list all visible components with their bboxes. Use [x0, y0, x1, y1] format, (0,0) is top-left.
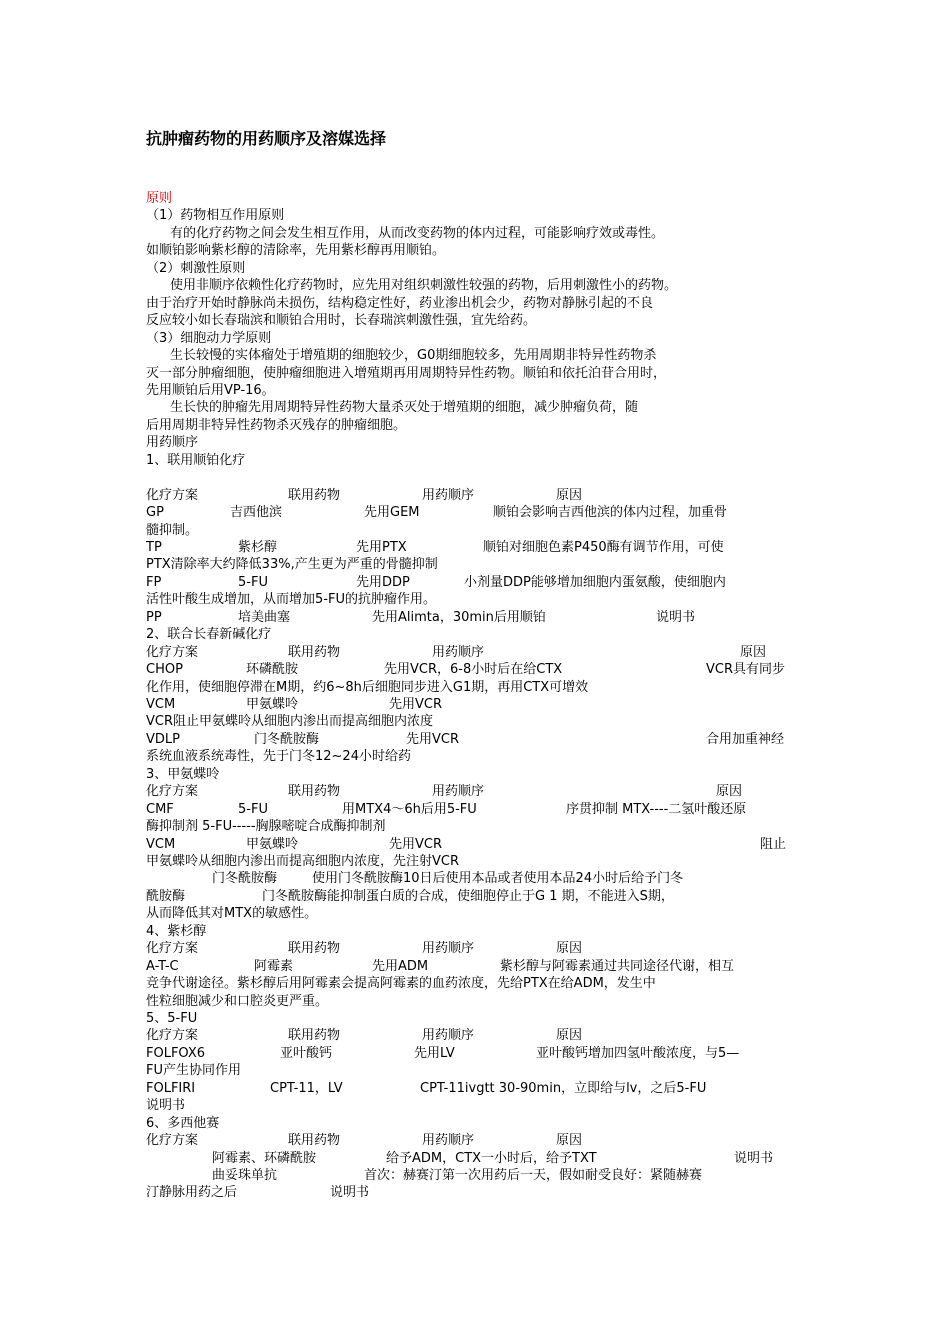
- table-row-continuation: 说明书: [146, 1098, 186, 1114]
- table-row-continuation: 汀静脉用药之后 说明书: [146, 1185, 370, 1201]
- table-row-continuation: 系统血液系统毒性，先于门冬12~24小时给药: [146, 749, 411, 765]
- table-row-continuation: 酰胺酶 门冬酰胺酶能抑制蛋白质的合成，使细胞停止于G 1 期，不能进入S期，: [146, 888, 674, 904]
- table-row: CHOP 环磷酰胺 先用VCR，6-8小时后在给CTX VCR具有同步: [146, 662, 786, 678]
- table-header-row: 化疗方案 联用药物 用药顺序 原因: [146, 644, 767, 660]
- table-row: TP 紫杉醇 先用PTX 顺铂对细胞色素P450酶有调节作用，可使: [146, 540, 724, 556]
- order-heading: 用药顺序: [146, 435, 199, 451]
- column-header-reason: 原因: [556, 487, 583, 503]
- table-row-continuation: 性粒细胞减少和口腔炎更严重。: [146, 993, 329, 1009]
- table-row-continuation: 化作用，使细胞停滞在M期，约6~8h后细胞同步进入G1期，再用CTX可增效: [146, 679, 589, 695]
- table-row: FOLFIRI CPT-11，LV CPT-11ivgtt 30-90min，立即给与lv，之后5-FU: [146, 1080, 707, 1096]
- section-5-title: 5、5-FU: [146, 1011, 198, 1027]
- table-row: A-T-C 阿霉素 先用ADM 紫杉醇与阿霉素通过共同途径代谢，相互: [146, 958, 735, 974]
- table-row: 阿霉素、环磷酰胺 给予ADM，CTX一小时后，给予TXT 说明书: [212, 1150, 774, 1166]
- table-row-continuation: VCR阻止甲氨蝶呤从细胞内渗出而提高细胞内浓度: [146, 714, 434, 730]
- table-row: CMF 5-FU 用MTX4～6h后用5-FU 序贯抑制 MTX----二氢叶酸还原: [146, 801, 747, 817]
- document-body: [146, 190, 811, 1202]
- section-3-title: 3、甲氨蝶呤: [146, 766, 220, 782]
- paragraph-line: 后用周期非特异性药物杀灭残存的肿瘤细胞。: [146, 417, 407, 433]
- paragraph-line: 灭一部分肿瘤细胞，使肿瘤细胞进入增殖期再用周期特异性药物。顺铂和依托泊苷合用时，: [146, 365, 667, 381]
- paragraph-line: 由于治疗开始时静脉尚未损伤，结构稳定性好，药业渗出机会少，药物对静脉引起的不良: [146, 295, 654, 311]
- section-6-title: 6、多西他赛: [146, 1115, 220, 1131]
- document-title: 抗肿瘤药物的用药顺序及溶媒选择: [146, 129, 387, 148]
- table-row: VCM 甲氨蝶呤 先用VCR 阻止: [146, 836, 787, 852]
- table-row-continuation: 酶抑制剂 5-FU-----胸腺嘧啶合成酶抑制剂: [146, 819, 386, 835]
- table-row: 曲妥珠单抗 首次：赫赛汀第一次用药后一天，假如耐受良好：紧随赫赛: [212, 1168, 703, 1184]
- table-row-continuation: FU产生协同作用: [146, 1063, 241, 1079]
- table-header-row: 化疗方案 联用药物 用药顺序 原因: [146, 1028, 583, 1044]
- table-header-row: 化疗方案 联用药物 用药顺序 原因: [146, 784, 743, 800]
- paragraph-line: 先用顺铂后用VP-16。: [146, 382, 275, 398]
- section-4-title: 4、紫杉醇: [146, 923, 207, 939]
- table-row: FP 5-FU 先用DDP 小剂量DDP能够增加细胞内蛋氨酸，使细胞内: [146, 574, 726, 590]
- column-header-order: 用药顺序: [422, 487, 475, 503]
- table-row-continuation: 甲氨蝶呤从细胞内渗出而提高细胞内浓度，先注射VCR: [146, 854, 460, 870]
- principles-heading: 原则: [146, 191, 173, 206]
- section-2-title: 2、联合长春新碱化疗: [146, 627, 272, 643]
- table-row-continuation: 从而降低其对MTX的敏感性。: [146, 906, 318, 922]
- column-header-scheme: 化疗方案: [146, 487, 199, 503]
- table-header-row: 化疗方案 联用药物 用药顺序 原因: [146, 1133, 583, 1149]
- principle-1-title: （1）药物相互作用原则: [146, 208, 285, 224]
- table-row-continuation: 竞争代谢途径。紫杉醇后用阿霉素会提高阿霉素的血药浓度，先给PTX在给ADM，发生中: [146, 976, 656, 992]
- principle-2-title: （2）刺激性原则: [146, 260, 246, 276]
- table-row-continuation: PTX清除率大约降低33%,产生更为严重的骨髓抑制: [146, 557, 438, 573]
- section-1-title: 1、联用顺铂化疗: [146, 452, 246, 468]
- table-row: VDLP 门冬酰胺酶 先用VCR 合用加重神经: [146, 731, 785, 747]
- table-row: GP 吉西他滨 先用GEM 顺铂会影响吉西他滨的体内过程，加重骨: [146, 505, 728, 521]
- paragraph-line: 反应较小如长春瑞滨和顺铂合用时，长春瑞滨刺激性强，宜先给药。: [146, 313, 537, 329]
- table-row-continuation: 髓抑制。: [146, 522, 199, 538]
- table-row: PP 培美曲塞 先用Alimta，30min后用顺铂 说明书: [146, 609, 696, 625]
- paragraph-line: 如顺铂影响紫杉醇的清除率，先用紫杉醇再用顺铂。: [146, 243, 446, 259]
- table-row: 门冬酰胺酶 使用门冬酰胺酶10日后使用本品或者使用本品24小时后给予门冬: [212, 871, 684, 887]
- paragraph-line: 使用非顺序依赖性化疗药物时，应先用对组织刺激性较强的药物，后用刺激性小的药物。: [170, 278, 678, 294]
- table-row-continuation: 活性叶酸生成增加，从而增加5-FU的抗肿瘤作用。: [146, 592, 436, 608]
- column-header-drugs: 联用药物: [288, 487, 341, 503]
- principle-3-title: （3）细胞动力学原则: [146, 330, 272, 346]
- table-header-row: 化疗方案 联用药物 用药顺序 原因: [146, 941, 583, 957]
- paragraph-line: 生长较慢的实体瘤处于增殖期的细胞较少，G0期细胞较多，先用周期非特异性药物杀: [170, 348, 657, 364]
- table-header-row: [146, 487, 811, 504]
- table-row: FOLFOX6 亚叶酸钙 先用LV 亚叶酸钙增加四氢叶酸浓度，与5—: [146, 1045, 740, 1061]
- table-row: VCM 甲氨蝶呤 先用VCR: [146, 697, 443, 713]
- paragraph-line: 有的化疗药物之间会发生相互作用，从而改变药物的体内过程，可能影响疗效或毒性。: [170, 225, 665, 241]
- paragraph-line: 生长快的肿瘤先用周期特异性药物大量杀灭处于增殖期的细胞，减少肿瘤负荷，随: [170, 400, 639, 416]
